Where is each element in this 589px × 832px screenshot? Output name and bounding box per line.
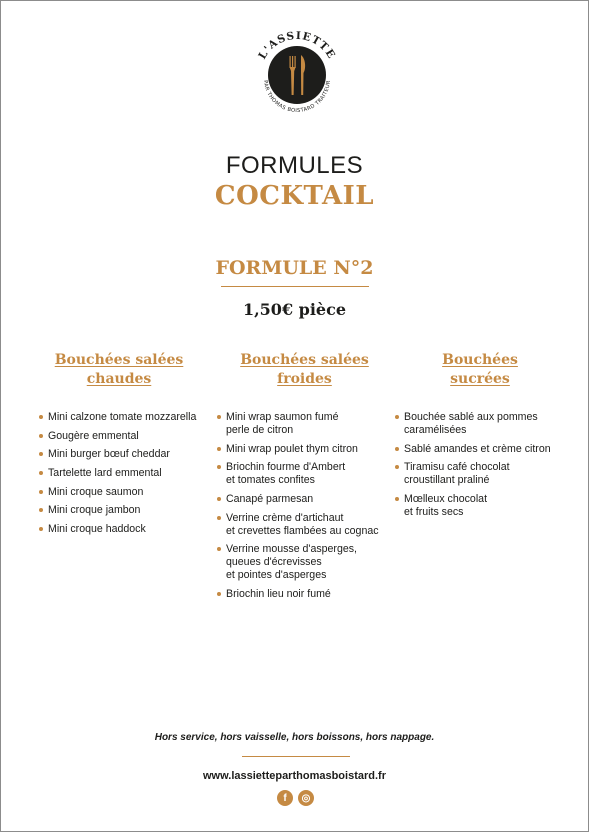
list-item-text: Mini croque jambon xyxy=(48,504,141,517)
list-item-text: Mini wrap saumon fumé perle de citron xyxy=(226,411,339,436)
bullet-icon xyxy=(39,471,43,475)
footer-note: Hors service, hors vaisselle, hors boissons, hors nappage. xyxy=(154,732,435,743)
list-item-text: Bouchée sablé aux pommes caramélisées xyxy=(404,411,538,436)
list-item xyxy=(395,461,565,487)
list-item xyxy=(39,430,199,443)
formule-price: 1,50€ pièce xyxy=(242,300,347,319)
column-heading-line1: Bouchées salées xyxy=(240,352,369,368)
list-item-text: Mini croque haddock xyxy=(48,523,146,536)
bullet-icon xyxy=(217,547,221,551)
list-item-text: Briochin lieu noir fumé xyxy=(226,588,331,601)
brand-logo xyxy=(251,29,343,121)
footer-divider xyxy=(242,756,350,757)
list-item xyxy=(39,411,199,424)
column-heading-line2: froides xyxy=(277,371,332,387)
list-item xyxy=(39,504,199,517)
bullet-icon xyxy=(39,434,43,438)
column-heading xyxy=(39,351,199,389)
bullet-icon xyxy=(217,447,221,451)
column-cold-savory xyxy=(217,351,392,607)
list-item-text: Tiramisu café chocolat croustillant praliné xyxy=(404,461,510,487)
list-item xyxy=(39,523,199,536)
list-item-text: Mini calzone tomate mozzarella xyxy=(48,411,197,423)
list-item-text: Mini croque saumon xyxy=(48,485,144,498)
list-item xyxy=(39,448,199,461)
bullet-icon xyxy=(217,415,221,419)
bullet-icon xyxy=(39,415,43,419)
formule-divider xyxy=(221,286,369,287)
svg-text:PAR THOMAS BOISTARD TRAITEUR: PAR THOMAS BOISTARD TRAITEUR xyxy=(262,80,333,115)
list-item-text: Mœlleux chocolat et fruits secs xyxy=(404,493,488,519)
list-item xyxy=(217,461,392,487)
bullet-icon xyxy=(395,465,399,469)
list-item-text: Mini burger bœuf cheddar xyxy=(48,448,170,461)
column-heading xyxy=(395,351,565,389)
facebook-icon[interactable]: f xyxy=(277,790,293,806)
column-heading-line2: sucrées xyxy=(450,371,510,387)
bullet-icon xyxy=(39,527,43,531)
list-item xyxy=(217,443,392,456)
bullet-icon xyxy=(395,497,399,501)
bullet-icon xyxy=(217,592,221,596)
website-link[interactable]: www.lassietteparthomasboistard.fr xyxy=(203,770,386,782)
list-item xyxy=(217,512,392,538)
list-item xyxy=(217,543,392,582)
item-list xyxy=(395,411,565,519)
column-sweet xyxy=(395,351,565,525)
bullet-icon xyxy=(217,497,221,501)
list-item xyxy=(395,443,565,456)
column-heading xyxy=(217,351,392,389)
list-item xyxy=(217,493,392,506)
list-item-text: Tartelette lard emmental xyxy=(48,467,162,480)
list-item-text: Gougère emmental xyxy=(48,429,139,442)
title-cocktail: COCKTAIL xyxy=(214,181,375,211)
list-item xyxy=(39,467,199,480)
column-heading-line1: Bouchées xyxy=(442,352,518,368)
list-item xyxy=(395,411,565,437)
column-heading-line1: Bouchées salées xyxy=(54,352,184,368)
list-item xyxy=(217,411,392,437)
bullet-icon xyxy=(39,490,43,494)
bullet-icon xyxy=(395,447,399,451)
list-item-text: Mini wrap poulet thym citron xyxy=(226,442,358,455)
column-hot-savory xyxy=(39,351,199,542)
column-heading-line2: chaudes xyxy=(86,371,152,387)
list-item-text: Verrine mousse d'asperges, queues d'écrevisses et pointes d'asperges xyxy=(226,543,357,582)
list-item-text: Sablé amandes et crème citron xyxy=(404,442,551,455)
item-list xyxy=(217,411,392,601)
svg-text:L'ASSIETTE: L'ASSIETTE xyxy=(256,29,338,62)
item-list xyxy=(39,411,199,536)
bullet-icon xyxy=(39,508,43,512)
title-formules: FORMULES xyxy=(225,152,364,179)
list-item-text: Verrine crème d'artichaut et crevettes flambées au cognac xyxy=(226,511,379,537)
list-item xyxy=(217,588,392,601)
social-links xyxy=(277,790,314,806)
list-item-text: Briochin fourme d'Ambert et tomates confites xyxy=(226,461,346,487)
list-item xyxy=(395,493,565,519)
bullet-icon xyxy=(395,415,399,419)
bullet-icon xyxy=(217,465,221,469)
bullet-icon xyxy=(39,452,43,456)
formule-name: FORMULE N°2 xyxy=(215,257,374,279)
bullet-icon xyxy=(217,516,221,520)
instagram-icon[interactable]: ◎ xyxy=(298,790,314,806)
list-item-text: Canapé parmesan xyxy=(226,493,314,506)
list-item xyxy=(39,486,199,499)
